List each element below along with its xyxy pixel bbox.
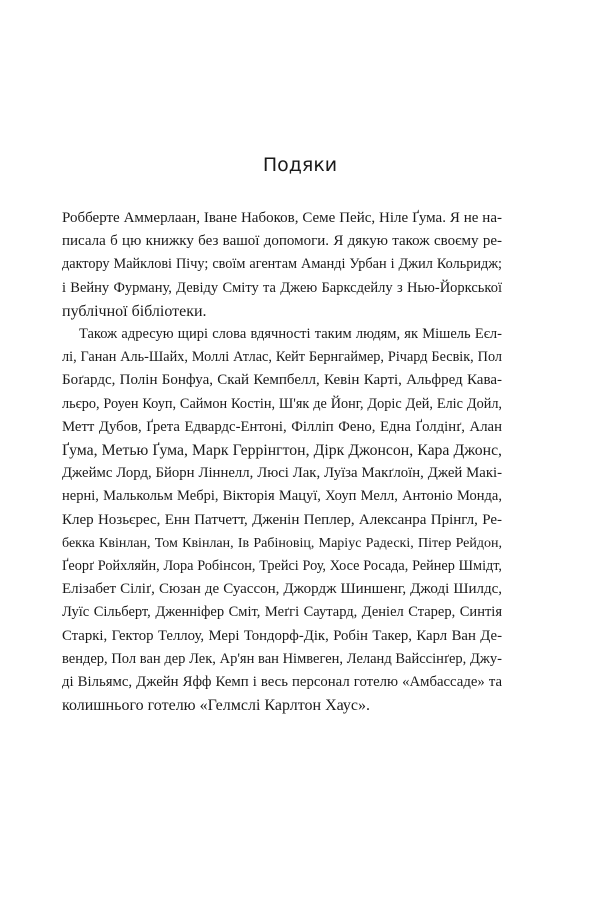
text-line: Старкі, Гектор Теллоу, Мері Тондорф-Дік, Робін Такер, Карл Ван Де- bbox=[62, 627, 502, 644]
text-line: і Вейну Фурману, Девіду Сміту та Джею Барксдейлу з Нью-Йоркської bbox=[62, 279, 502, 296]
text-line: льєро, Роуен Коуп, Саймон Костін, Ш'як де Йонг, Доріс Дей, Еліс Дойл, bbox=[62, 395, 502, 412]
text-line: Клер Нозьєрес, Енн Патчетт, Дженін Пеплер, Алексанра Прінгл, Ре- bbox=[62, 511, 502, 528]
text-line: нерні, Малькольм Мебрі, Вікторія Мацуї, Хоуп Мелл, Антоніо Монда, bbox=[62, 488, 502, 505]
text-line: Ґеорґ Ройхляйн, Лора Робінсон, Трейсі Роу, Хосе Росада, Рейнер Шмідт, bbox=[62, 558, 502, 575]
text-line: Луїс Сільберт, Дженніфер Сміт, Меґгі Саутард, Деніел Старер, Синтія bbox=[62, 604, 502, 621]
text-line: Елізабет Сіліґ, Сюзан де Суассон, Джордж Шиншенг, Джоді Шилдс, bbox=[62, 581, 502, 598]
text-line: Ґума, Метью Ґума, Марк Геррінгтон, Дірк Джонсон, Кара Джонс, bbox=[62, 442, 502, 460]
text-line: Також адресую щирі слова вдячності таким людям, як Мішель Еєл- bbox=[79, 326, 502, 343]
text-line: Джеймс Лорд, Бйорн Ліннелл, Люсі Лак, Луїза Макґлоїн, Джей Макі- bbox=[62, 465, 502, 482]
acknowledgements-text bbox=[62, 207, 502, 717]
page-title: Подяки bbox=[262, 154, 338, 176]
text-line: Боґардс, Полін Бонфуа, Скай Кемпбелл, Кевін Карті, Альфред Кава- bbox=[62, 372, 502, 389]
text-line: дактору Майклові Пічу; своїм агентам Аманді Урбан і Джил Кольридж; bbox=[62, 256, 502, 273]
text-line: Метт Дубов, Ґрета Едвардс-Ентоні, Філліп Фено, Една Ґолдінґ, Алан bbox=[62, 418, 502, 435]
text-line: бекка Квінлан, Том Квінлан, Ів Рабіновіц, Маріус Радескі, Пітер Рейдон, bbox=[62, 535, 502, 551]
text-line: публічної бібліотеки. bbox=[62, 302, 207, 320]
text-line: ді Вільямс, Джейн Яфф Кемп і весь персонал готелю «Амбассаде» та bbox=[62, 674, 502, 691]
paragraph-1 bbox=[62, 207, 502, 323]
text-line: писала б цю книжку без вашої допомоги. Я дякую також своєму ре- bbox=[62, 233, 502, 250]
text-line: колишнього готелю «Гелмслі Карлтон Хаус». bbox=[62, 697, 371, 715]
text-line: Робберте Аммерлаан, Іване Набоков, Семе Пейс, Ніле Ґума. Я не на- bbox=[62, 210, 502, 226]
text-line: вендер, Пол ван дер Лек, Ар'ян ван Німвеген, Леланд Вайссінґер, Джу- bbox=[62, 650, 502, 667]
paragraph-2 bbox=[62, 323, 502, 717]
text-line: лі, Ганан Аль-Шайх, Моллі Атлас, Кейт Бернгаймер, Річард Бесвік, Пол bbox=[62, 349, 502, 366]
